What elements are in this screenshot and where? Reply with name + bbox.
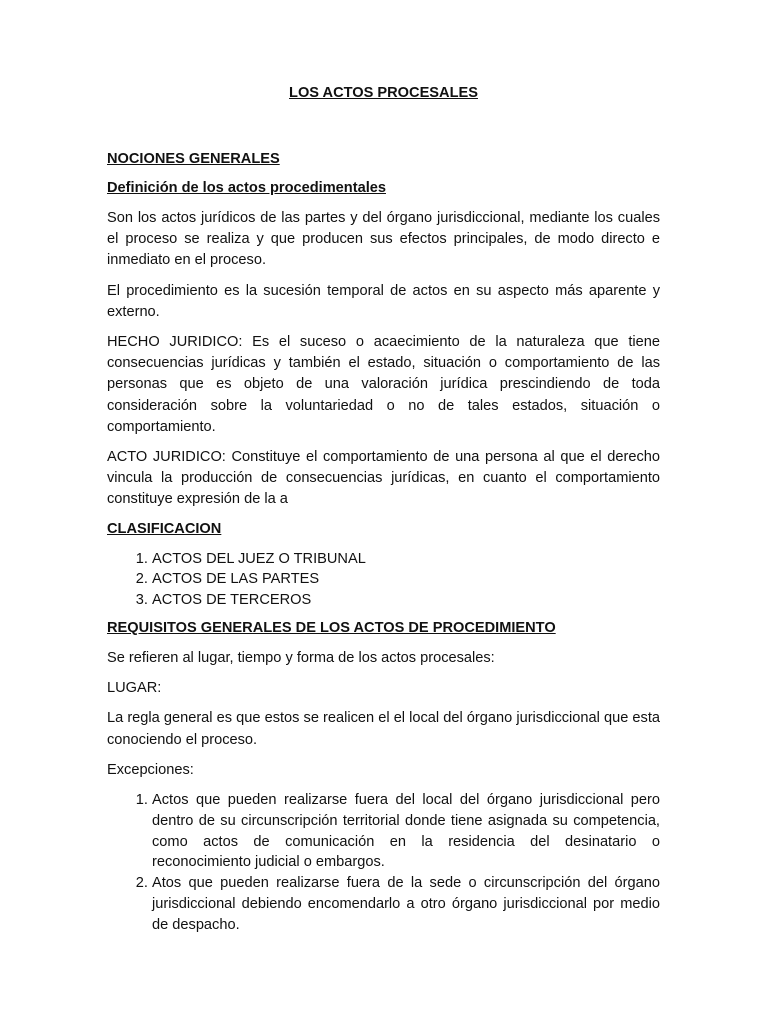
paragraph-hecho-juridico: HECHO JURIDICO: Es el suceso o acaecimiento de la naturaleza que tiene consecuencias jurídicas y también el estado, situación o comportamiento de las personas que es objeto de una valoración jurídica prescindiendo de toda consideración sobre la voluntariedad o no de tales estados, situación o comportamiento.: [107, 334, 660, 435]
document-title: LOS ACTOS PROCESALES: [289, 85, 478, 101]
list-item: 2. ACTOS DE LAS PARTES: [152, 569, 660, 590]
list-item: 1. ACTOS DEL JUEZ O TRIBUNAL: [152, 549, 660, 570]
subheading-definicion: Definición de los actos procedimentales: [107, 180, 386, 196]
paragraph-requisitos-intro: Se refieren al lugar, tiempo y forma de los actos procesales:: [107, 650, 495, 667]
section-heading-nociones: NOCIONES GENERALES: [107, 151, 280, 167]
paragraph-definicion: Son los actos jurídicos de las partes y del órgano jurisdiccional, mediante los cuales el proceso se realiza y que producen sus efectos principales, de modo directo e inmediato en el proceso.: [107, 210, 660, 269]
section-heading-requisitos: REQUISITOS GENERALES DE LOS ACTOS DE PROCEDIMIENTO: [107, 620, 556, 637]
paragraph-acto-juridico: ACTO JURIDICO: Constituye el comportamiento de una persona al que el derecho vincula la producción de consecuencias jurídicas, en cuanto el comportamiento constituye expresión de la a: [107, 449, 660, 508]
section-heading-clasificacion: CLASIFICACION: [107, 520, 222, 537]
paragraph-lugar-label: LUGAR:: [107, 680, 162, 697]
list-item: 3. ACTOS DE TERCEROS: [152, 590, 660, 611]
list-item: 2. Atos que pueden realizarse fuera de la sede o circunscripción del órgano jurisdiccional debiendo encomendarlo a otro órgano jurisdiccional por medio de despacho.: [152, 873, 660, 935]
paragraph-regla-general: La regla general es que estos se realicen el el local del órgano jurisdiccional que esta conociendo el proceso.: [107, 710, 660, 748]
classification-list: [107, 549, 660, 611]
paragraph-procedimiento: El procedimiento es la sucesión temporal de actos en su aspecto más aparente y externo.: [107, 282, 660, 320]
list-item: 1. Actos que pueden realizarse fuera del local del órgano jurisdiccional pero dentro de su circunscripción territorial donde tiene asignada su competencia, como actos de comunicación en la residencia del desinatario o reconocimiento judicial o embargos.: [152, 790, 660, 873]
paragraph-excepciones-label: Excepciones:: [107, 761, 194, 778]
exceptions-list: [107, 790, 660, 936]
